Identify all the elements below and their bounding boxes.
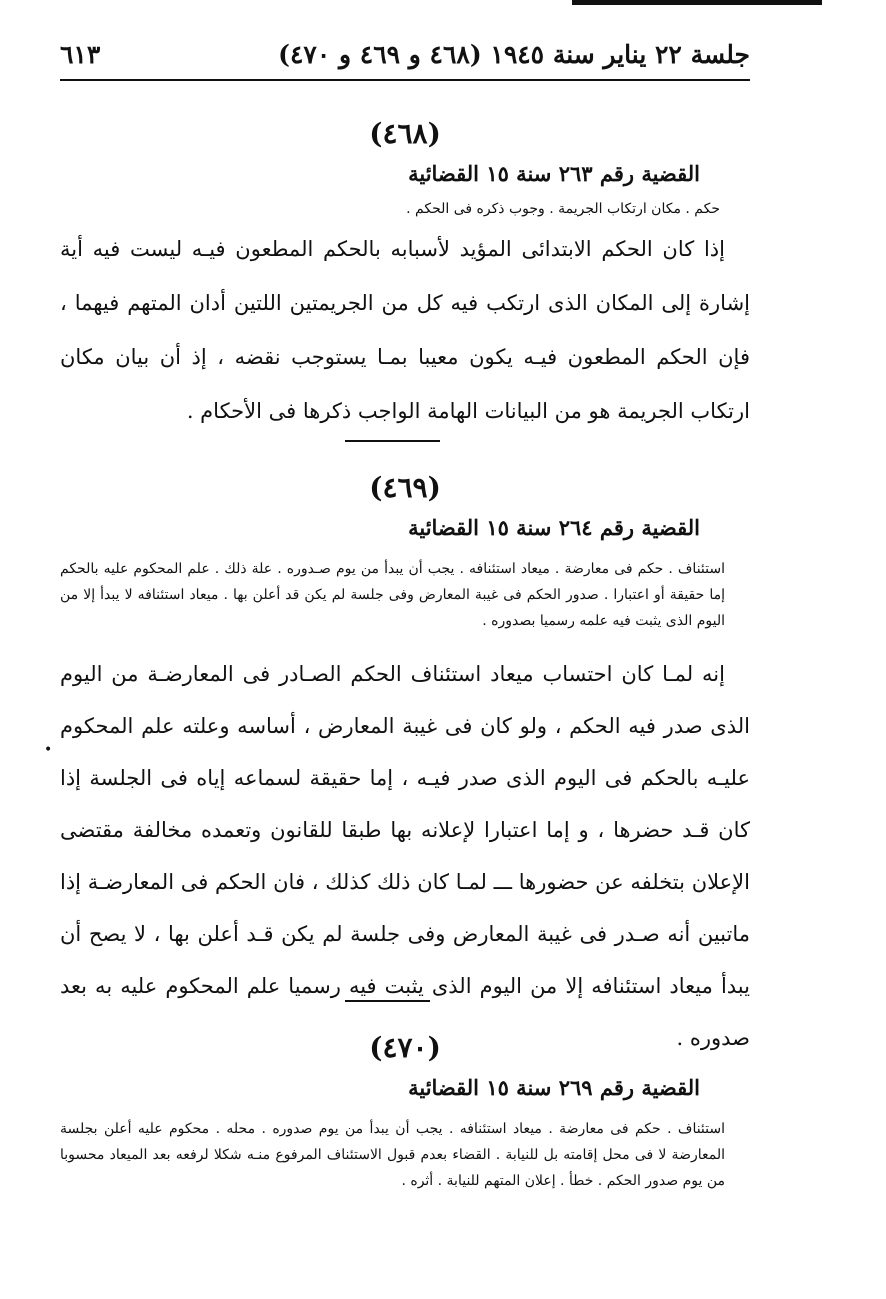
section-divider — [345, 440, 440, 442]
case-number: (٤٧٠) — [369, 1031, 441, 1064]
case-section-468 — [60, 112, 750, 438]
top-border-bar — [572, 0, 822, 5]
case-ruling: إذا كان الحكم الابتدائى المؤيد لأسبابه بالحكم المطعون فيـه ليست فيه أية إشارة إلى المكان الذى ارتكب فيه كل من الجريمتين اللتين أدان المتهم فيهما ، فإن الحكم المطعون فيـه يكون معيبا بمـا يستوجب نقضه ، إذ أن بيان مكان ارتكاب الجريمة هو من البيانات الهامة الواجب ذكرها فى الأحكام . — [60, 237, 750, 423]
case-title: القضية رقم ٢٦٣ سنة ١٥ القضائية — [408, 161, 700, 186]
case-keywords: استئناف . حكم فى معارضة . ميعاد استئنافه . يجب أن يبدأ من يوم صدوره . محله . محكوم عليه أعلن بجلسة المعارضة لا فى محل إقامته بل للنيابة . القضاء بعدم قبول الاستئناف المرفوع منـه شكلا لرفعه بعد الميعاد محسوبا من يوم صدور الحكم . خطأ . إعلان المتهم للنيابة . أثره . — [60, 1121, 725, 1189]
case-ruling: إنه لمـا كان احتساب ميعاد استئناف الحكم الصـادر فى المعارضـة من اليوم الذى صدر فيه الحكم ، ولو كان فى غيبة المعارض ، أساسه وعلته علم المحكوم عليـه بالحكم فى اليوم الذى صدر فيـه ، إما حقيقة لسماعه إياه فى الجلسة إذا كان قـد حضرها ، و إما اعتبارا لإعلانه بها طبقا للقانون وتعمده مخالفة مقتضى الإعلان بتخلفه عن حضورها ـــ لمـا كان ذلك كذلك ، فان الحكم فى المعارضـة إذا ماتبين أنه صـدر فى غيبة المعارض وفى جلسة لم يكن قـد أعلن بها ، لا يصح أن يبدأ ميعاد استئنافه إلا من اليوم الذى يثبت فيه رسميا علم المحكوم عليه به بعد صدوره . — [60, 662, 750, 1050]
case-title: القضية رقم ٢٦٤ سنة ١٥ القضائية — [408, 515, 700, 540]
page-number: ٦١٣ — [60, 39, 101, 69]
case-section-469 — [60, 466, 750, 1064]
case-title: القضية رقم ٢٦٩ سنة ١٥ القضائية — [408, 1075, 700, 1100]
case-keywords: استئناف . حكم فى معارضة . ميعاد استئنافه . يجب أن يبدأ من يوم صـدوره . علة ذلك . علم المحكوم عليه بالحكم إما حقيقة أو اعتبارا . صدور الحكم فى غيبة المعارض وفى جلسة لم يكن قد أعلن بها . ميعاد استئنافه لا يبدأ إلا من اليوم الذى يثبت فيه علمه رسميا بصدوره . — [60, 561, 725, 629]
header-rule — [60, 79, 750, 81]
case-section-470 — [60, 1026, 750, 1194]
page-header — [60, 32, 750, 76]
running-title: جلسة ٢٢ يناير سنة ١٩٤٥ (٤٦٨ و ٤٦٩ و ٤٧٠) — [278, 39, 750, 69]
case-number: (٤٦٨) — [369, 117, 441, 150]
case-number: (٤٦٩) — [369, 471, 441, 504]
margin-dot: • — [44, 742, 53, 758]
section-divider — [345, 1000, 430, 1002]
case-keywords: حكم . مكان ارتكاب الجريمة . وجوب ذكره فى الحكم . — [406, 201, 720, 217]
